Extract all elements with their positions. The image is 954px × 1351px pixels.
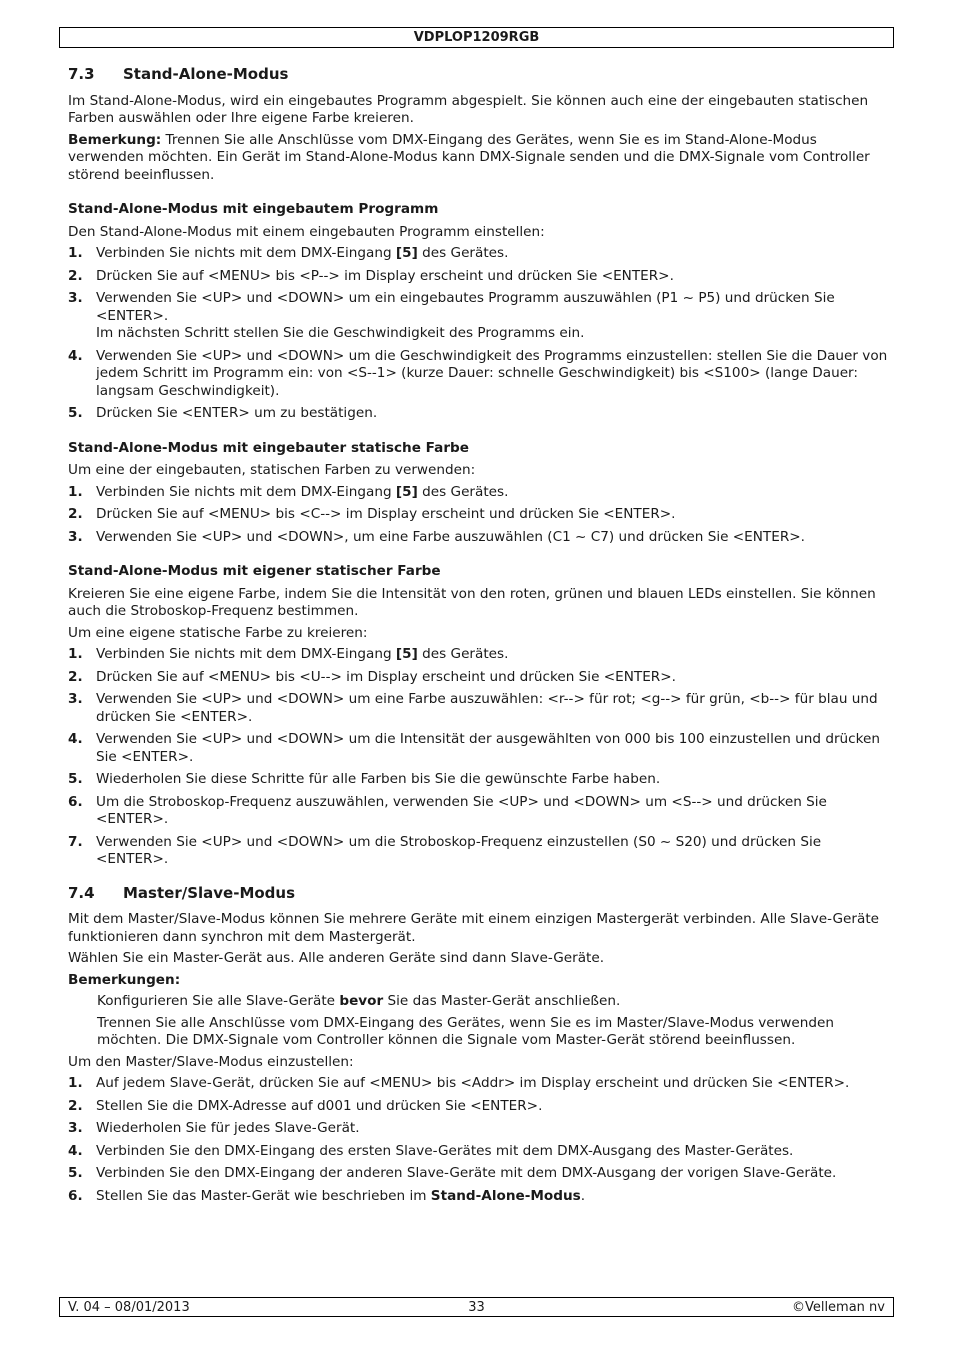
note-paragraph xyxy=(68,132,888,185)
list-item xyxy=(68,669,888,687)
item-number: 5. xyxy=(68,1165,83,1181)
list-item xyxy=(68,268,888,286)
item-number: 2. xyxy=(68,668,83,685)
item-text-part: Stellen Sie das Master-Gerät wie beschrieben im xyxy=(96,1187,431,1204)
item-number: 4. xyxy=(68,347,83,364)
item-number: 3. xyxy=(68,1120,83,1136)
item-text: Verwenden Sie <UP> und <DOWN> um eine Farbe auszuwählen: <r--> für rot; <g--> für grün, <b--> für blau und drücken Sie <ENTER>. xyxy=(96,691,878,725)
list-item xyxy=(68,1143,888,1161)
item-number: 3. xyxy=(68,290,83,306)
note-text: Konfigurieren Sie alle Slave-Geräte xyxy=(97,993,340,1009)
item-text xyxy=(96,646,888,664)
item-text: Stellen Sie die DMX-Adresse auf d001 und drücken Sie <ENTER>. xyxy=(96,1097,543,1114)
item-text: Drücken Sie auf <MENU> bis <U--> im Display erscheint und drücken Sie <ENTER>. xyxy=(96,668,676,685)
subsection-heading: Stand-Alone-Modus mit eingebautem Programm xyxy=(68,201,439,217)
item-text-part: des Gerätes. xyxy=(417,483,509,500)
item-number: 4. xyxy=(68,731,83,747)
item-number: 2. xyxy=(68,506,83,522)
note-paragraph: Trennen Sie alle Anschlüsse vom DMX-Eingang des Gerätes, wenn Sie es im Master/Slave-Modus verwenden möchten. Die DMX-Signale vom Controller können die Signale vom Master-Gerät störend beeinflussen. xyxy=(97,1014,834,1048)
item-text: Verwenden Sie <UP> und <DOWN>, um eine Farbe auszuwählen (C1 ~ C7) und drücken Sie <ENTER>. xyxy=(96,528,805,545)
item-text-part: Verbinden Sie nichts mit dem DMX-Eingang xyxy=(96,245,396,261)
page-footer xyxy=(59,1297,894,1317)
numbered-list xyxy=(68,484,888,547)
item-text: Drücken Sie auf <MENU> bis <C--> im Display erscheint und drücken Sie <ENTER>. xyxy=(96,506,676,522)
paragraph: Im Stand-Alone-Modus, wird ein eingebautes Programm abgespielt. Sie können auch eine der eingebauten statischen Farben auswählen oder Ihre eigene Farbe kreieren. xyxy=(68,92,869,126)
list-item xyxy=(68,646,888,664)
item-text: Wiederholen Sie diese Schritte für alle Farben bis Sie die gewünschte Farbe haben. xyxy=(96,771,661,787)
list-item xyxy=(68,484,888,502)
list-item xyxy=(68,245,888,263)
section-title: Stand-Alone-Modus xyxy=(123,65,289,83)
subsection-heading: Stand-Alone-Modus mit eingebauter statische Farbe xyxy=(68,439,469,456)
connector-ref: [5] xyxy=(395,483,418,500)
item-text-part: des Gerätes. xyxy=(417,245,509,261)
item-number: 5. xyxy=(68,771,83,787)
list-intro: Um eine eigene statische Farbe zu kreieren: xyxy=(68,624,368,641)
item-text: Verbinden Sie den DMX-Eingang des ersten Slave-Gerätes mit dem DMX-Ausgang des Master-Gerätes. xyxy=(96,1142,794,1159)
item-text-part: Verwenden Sie <UP> und <DOWN> um ein eingebautes Programm auszuwählen (P1 ~ P5) und drücken Sie <ENTER>. xyxy=(96,290,835,324)
paragraph: Wählen Sie ein Master-Gerät aus. Alle anderen Geräte sind dann Slave-Geräte. xyxy=(68,950,605,966)
item-number: 1. xyxy=(68,646,83,662)
item-text: Um die Stroboskop-Frequenz auszuwählen, verwenden Sie <UP> und <DOWN> um <S--> und drücken Sie <ENTER>. xyxy=(96,793,827,827)
list-item xyxy=(68,731,888,766)
page-header xyxy=(59,27,894,48)
section-title: Master/Slave-Modus xyxy=(123,883,296,902)
note-label: Bemerkung: xyxy=(68,131,162,148)
item-text-part: . xyxy=(580,1187,586,1204)
item-number: 4. xyxy=(68,1142,83,1159)
numbered-list xyxy=(68,1075,888,1205)
note-emphasis: bevor xyxy=(339,993,384,1009)
footer-copyright: ©Velleman nv xyxy=(791,1300,885,1315)
list-item xyxy=(68,794,888,829)
note-text: Sie das Master-Gerät anschließen. xyxy=(383,993,621,1009)
item-text: Drücken Sie auf <MENU> bis <P--> im Display erscheint und drücken Sie <ENTER>. xyxy=(96,267,674,284)
item-number: 6. xyxy=(68,1187,83,1204)
section-reference: Stand-Alone-Modus xyxy=(430,1187,581,1204)
connector-ref: [5] xyxy=(395,646,418,662)
item-number: 1. xyxy=(68,483,83,500)
paragraph: Kreieren Sie eine eigene Farbe, indem Sie die Intensität von den roten, grünen und blauen LEDs einstellen. Sie können auch die Stroboskop-Frequenz bestimmen. xyxy=(68,585,876,619)
footer-page-number: 33 xyxy=(468,1300,485,1315)
item-text: Verbinden Sie den DMX-Eingang der anderen Slave-Geräte mit dem DMX-Ausgang der vorigen Slave-Geräte. xyxy=(96,1165,837,1181)
page-content xyxy=(68,66,888,1210)
footer-version: V. 04 – 08/01/2013 xyxy=(68,1300,190,1315)
section-heading-7-4 xyxy=(68,885,888,903)
item-number: 3. xyxy=(68,691,83,707)
item-text: Verwenden Sie <UP> und <DOWN> um die Geschwindigkeit des Programms einzustellen: stellen Sie die Dauer von jedem Schritt im Programm ein: von <S--1> (kurze Dauer: schnelle Geschwindigkeit) bis <S100> (lange Dauer: langsam Geschwindigkeit). xyxy=(96,347,888,399)
numbered-list xyxy=(68,646,888,869)
item-number: 6. xyxy=(68,793,83,810)
item-text-part: Verbinden Sie nichts mit dem DMX-Eingang xyxy=(96,483,396,500)
note-text: Trennen Sie alle Anschlüsse vom DMX-Eingang des Gerätes, wenn Sie es im Stand-Alone-Modus verwenden möchten. Ein Gerät im Stand-Alone-Modus kann DMX-Signale senden und die DMX-Signale vom Controller störend beeinflussen. xyxy=(68,131,870,183)
item-number: 2. xyxy=(68,267,83,284)
list-item xyxy=(68,1120,888,1138)
list-item xyxy=(68,691,888,726)
list-item xyxy=(68,506,888,524)
header-title: VDPLOP1209RGB xyxy=(413,30,540,45)
item-text xyxy=(96,484,888,502)
list-item xyxy=(68,1165,888,1183)
list-item xyxy=(68,290,888,343)
list-item xyxy=(68,529,888,547)
section-number: 7.4 xyxy=(68,883,95,902)
item-number: 7. xyxy=(68,833,83,850)
list-item xyxy=(68,1098,888,1116)
item-text: Drücken Sie <ENTER> um zu bestätigen. xyxy=(96,405,378,421)
subsection-heading: Stand-Alone-Modus mit eigener statischer Farbe xyxy=(68,563,441,579)
list-item xyxy=(68,834,888,869)
item-number: 5. xyxy=(68,405,83,421)
list-item xyxy=(68,405,888,423)
section-heading-7-3 xyxy=(68,66,888,84)
item-text: Verwenden Sie <UP> und <DOWN> um die Intensität der ausgewählten von 000 bis 100 einzustellen und drücken Sie <ENTER>. xyxy=(96,731,881,765)
list-item xyxy=(68,1188,888,1206)
item-number: 3. xyxy=(68,528,83,545)
item-text-part: Verbinden Sie nichts mit dem DMX-Eingang xyxy=(96,646,396,662)
paragraph: Mit dem Master/Slave-Modus können Sie mehrere Geräte mit einem einzigen Mastergerät verbinden. Alle Slave-Geräte funktionieren dann synchron mit dem Mastergerät. xyxy=(68,911,880,945)
item-text xyxy=(96,1188,888,1206)
list-item xyxy=(68,771,888,789)
note-paragraph xyxy=(97,993,888,1011)
item-text: Verwenden Sie <UP> und <DOWN> um die Stroboskop-Frequenz einzustellen (S0 ~ S20) und drücken Sie <ENTER>. xyxy=(96,833,822,867)
item-text xyxy=(96,290,888,343)
list-intro: Den Stand-Alone-Modus mit einem eingebauten Programm einstellen: xyxy=(68,223,545,240)
item-number: 1. xyxy=(68,1075,83,1091)
item-text: Wiederholen Sie für jedes Slave-Gerät. xyxy=(96,1120,360,1136)
section-number: 7.3 xyxy=(68,65,95,83)
item-number: 1. xyxy=(68,245,83,261)
list-item xyxy=(68,1075,888,1093)
list-item xyxy=(68,348,888,401)
numbered-list xyxy=(68,245,888,423)
connector-ref: [5] xyxy=(395,245,418,261)
item-number: 2. xyxy=(68,1097,83,1114)
notes-label: Bemerkungen: xyxy=(68,971,181,988)
item-text-part: des Gerätes. xyxy=(417,646,509,662)
list-intro: Um eine der eingebauten, statischen Farben zu verwenden: xyxy=(68,462,476,478)
item-text xyxy=(96,245,888,263)
list-intro: Um den Master/Slave-Modus einzustellen: xyxy=(68,1053,354,1070)
item-text: Auf jedem Slave-Gerät, drücken Sie auf <MENU> bis <Addr> im Display erscheint und drücken Sie <ENTER>. xyxy=(96,1075,850,1091)
item-text-part: Im nächsten Schritt stellen Sie die Geschwindigkeit des Programms ein. xyxy=(96,325,585,341)
